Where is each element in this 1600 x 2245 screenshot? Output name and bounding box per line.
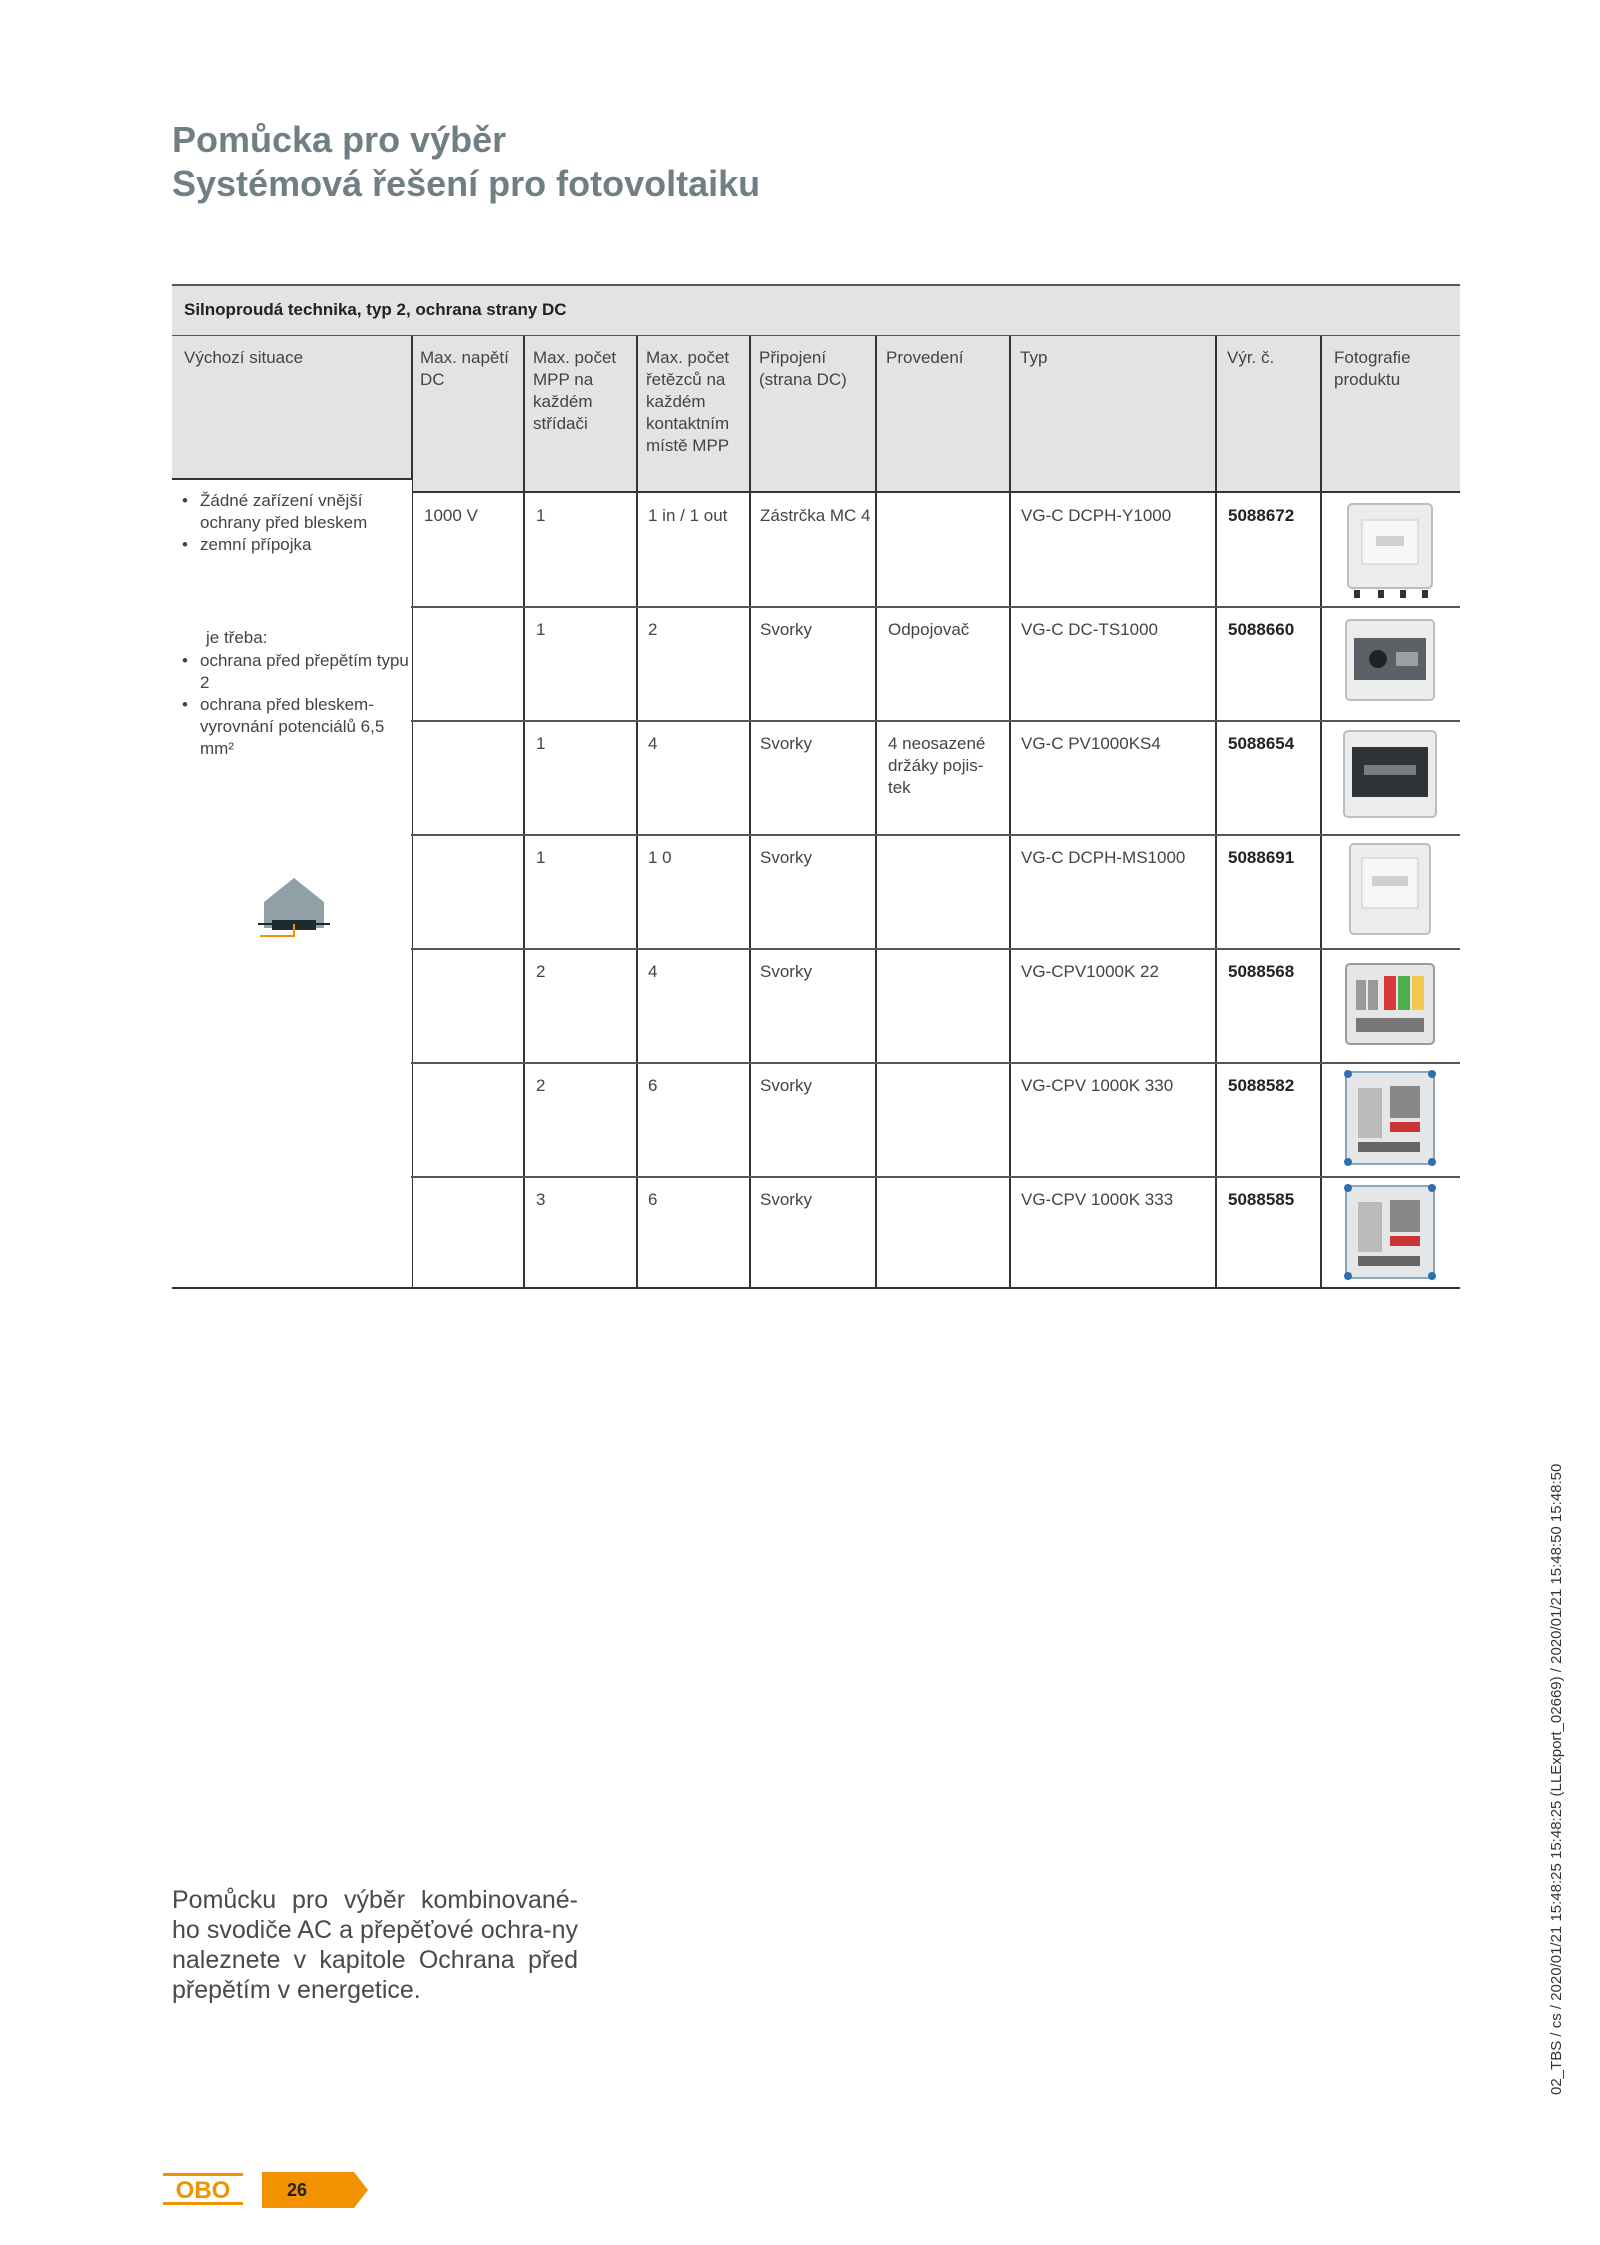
voltage-cell: 1000 V — [424, 506, 478, 525]
strings-cell: 1 0 — [648, 848, 672, 867]
col-article: Výr. č. — [1227, 348, 1275, 367]
design-cell: Odpojovač — [888, 620, 970, 639]
connection-cell: Zástrčka MC 4 — [760, 506, 871, 525]
open-enclosure-surge-modules-icon — [1340, 954, 1440, 1054]
article-number: 5088654 — [1228, 734, 1295, 753]
type-cell: VG-C DC-TS1000 — [1021, 620, 1158, 639]
page-number: 26 — [286, 2180, 308, 2200]
row-divider — [411, 948, 1460, 950]
connection-cell: Svorky — [760, 734, 812, 753]
house-icon — [258, 872, 330, 942]
grid-vline — [1215, 336, 1217, 1288]
initial-bullets — [172, 490, 412, 556]
strings-cell: 4 — [648, 962, 658, 981]
design-cell: 4 neosazené držáky pojis-tek — [888, 734, 986, 797]
grid-vline — [875, 336, 877, 1288]
bullet-item: • ochrana před bleskem-vyrovnání potenciálů 6,5 mm² — [172, 694, 412, 760]
connection-cell: Svorky — [760, 620, 812, 639]
connection-cell: Svorky — [760, 1190, 812, 1209]
col-max-voltage: Max. napětí DC — [420, 348, 509, 389]
page-title-line2: Systémová řešení pro fotovoltaiku — [172, 163, 761, 204]
article-number: 5088672 — [1228, 506, 1295, 525]
obo-logo — [162, 2172, 244, 2206]
col-max-strings: Max. počet řetězců na každém kontaktním místě MPP — [646, 348, 730, 455]
needs-label: je třeba: — [206, 628, 268, 647]
mpp-cell: 1 — [536, 848, 546, 867]
page-title-line1: Pomůcka pro výběr — [172, 119, 507, 160]
grid-hline — [172, 478, 412, 480]
article-number: 5088568 — [1228, 962, 1295, 981]
enclosure-with-disconnector-icon — [1340, 612, 1440, 712]
col-design: Provedení — [886, 348, 964, 367]
bullet-item: • zemní přípojka — [172, 534, 412, 556]
type-cell: VG-C DCPH-MS1000 — [1021, 848, 1186, 867]
footnote: Pomůcku pro výběr kombinované-ho svodiče AC a přepěťové ochra-ny naleznete v kapitole Ochrana před přepětím v energetice. — [172, 1886, 578, 2004]
strings-cell: 4 — [648, 734, 658, 753]
type-cell: VG-C PV1000KS4 — [1021, 734, 1161, 753]
strings-cell: 2 — [648, 620, 658, 639]
table-bottom-line — [172, 1287, 1460, 1289]
type-cell: VG-C DCPH-Y1000 — [1021, 506, 1172, 525]
row-divider — [411, 606, 1460, 608]
mpp-cell: 1 — [536, 506, 546, 525]
mpp-cell: 1 — [536, 734, 546, 753]
type-cell: VG-CPV1000K 22 — [1021, 962, 1159, 981]
table-section-header: Silnoproudá technika, typ 2, ochrana strany DC — [172, 284, 1460, 336]
grey-enclosure-icon — [1340, 840, 1440, 940]
mpp-cell: 2 — [536, 962, 546, 981]
strings-cell: 6 — [648, 1190, 658, 1209]
side-metadata: 02_TBS / cs / 2020/01/21 15:48:25 15:48:25 (LLExport_02669) / 2020/01/21 15:48:50 15:48:50 — [1548, 1463, 1565, 2095]
dark-window-enclosure-icon — [1340, 725, 1440, 825]
strings-cell: 1 in / 1 out — [648, 506, 728, 525]
col-type: Typ — [1020, 348, 1048, 367]
page-title — [172, 118, 760, 206]
article-number: 5088691 — [1228, 848, 1295, 867]
col-photo: Fotografie produktu — [1334, 348, 1411, 389]
connection-cell: Svorky — [760, 848, 812, 867]
grey-enclosure-single-fuse-icon — [1340, 500, 1440, 600]
grid-vline — [523, 336, 525, 1288]
mpp-cell: 1 — [536, 620, 546, 639]
bullet-item: • ochrana před přepětím typu 2 — [172, 650, 412, 694]
connection-cell: Svorky — [760, 962, 812, 981]
article-number: 5088660 — [1228, 620, 1295, 639]
type-cell: VG-CPV 1000K 333 — [1021, 1190, 1174, 1209]
connection-cell: Svorky — [760, 1076, 812, 1095]
article-number: 5088582 — [1228, 1076, 1295, 1095]
grid-vline — [1320, 336, 1322, 1288]
table-column-header — [172, 336, 1460, 493]
needs-bullets — [172, 650, 412, 760]
mpp-cell: 2 — [536, 1076, 546, 1095]
mpp-cell: 3 — [536, 1190, 546, 1209]
col-max-mpp: Max. počet MPP na každém střídači — [533, 348, 617, 433]
row-divider — [411, 1176, 1460, 1178]
row-divider — [411, 834, 1460, 836]
col-initial-situation: Výchozí situace — [184, 348, 304, 367]
grid-vline — [749, 336, 751, 1288]
row-divider — [411, 1062, 1460, 1064]
strings-cell: 6 — [648, 1076, 658, 1095]
grid-vline — [1009, 336, 1011, 1288]
row-divider — [411, 720, 1460, 722]
type-cell: VG-CPV 1000K 330 — [1021, 1076, 1174, 1095]
col-connection: Připojení (strana DC) — [759, 348, 847, 389]
obo-logo-text: OBO — [175, 2177, 231, 2204]
article-number: 5088585 — [1228, 1190, 1295, 1209]
bullet-item: • Žádné zařízení vnější ochrany před bleskem — [172, 490, 412, 534]
grid-vline — [636, 336, 638, 1288]
open-enclosure-wired-icon — [1340, 1182, 1440, 1282]
open-enclosure-wired-icon — [1340, 1068, 1440, 1168]
